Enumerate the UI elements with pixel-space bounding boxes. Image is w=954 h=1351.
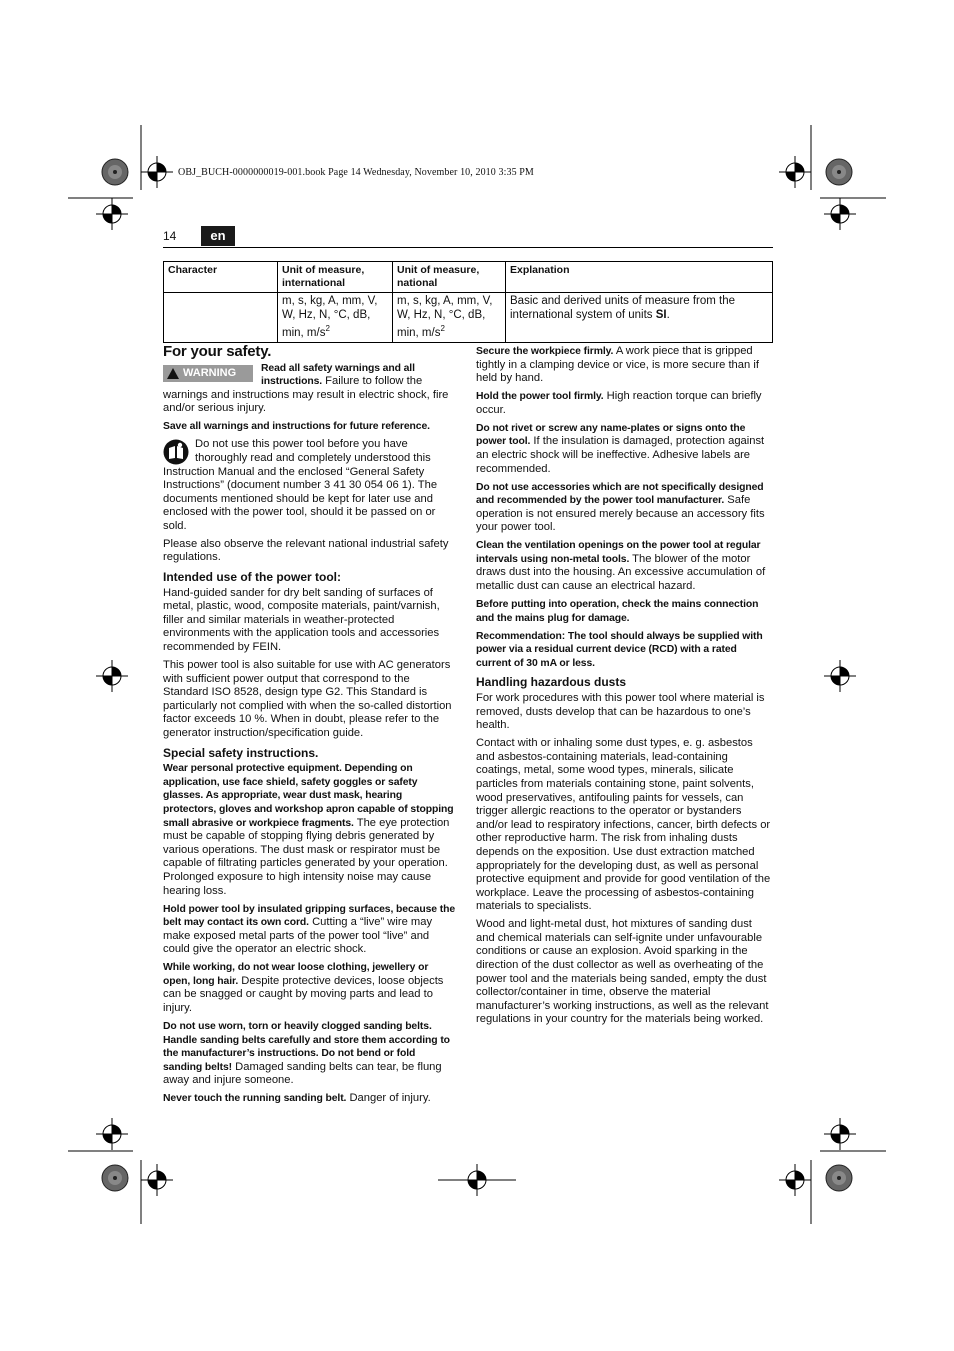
ppe-paragraph: Wear personal protective equipment. Depending on application, use face shield, safety goggles or safety glasses. As appropriate, wear dust mask, hearing protectors, gloves and workshop apron capable of stopping small abrasive or workpiece fragments. The eye protection must be capable of stopping flying debris generated by various operations. The dust mask or respirator must be capable of filtrating particles generated by your operation. Prolonged exposure to high intensity noise may cause hearing loss. [163,763,454,897]
hazardous-dust-heading: Handling hazardous dusts [476,675,627,690]
save-instructions: Save all warnings and instructions for future reference. [163,421,430,433]
header-national: Unit of measure, national [393,262,506,293]
registration-mark [779,1164,811,1196]
secure-paragraph: Secure the workpiece firmly. A work piece that is gripped tightly in a clamping device or vice, is more secure than if held by hand. [476,345,759,385]
table-row [164,293,773,343]
registration-mark [824,198,856,230]
header-explanation: Explanation [506,262,773,293]
registration-mark [824,1118,856,1150]
dust-p3: Wood and light-metal dust, hot mixtures of sanding dust and chemical materials can self-ignite under unfavourable conditions or cause an explosion. Avoid sparking in the direction of the dust collector as well as overheating of the power tool and the materials being sanded, empty the dust collector/container in time, observe the material manufacturer’s working instructions, as well as the relevant regulations in your country for the materials being worked. [476,918,769,1026]
ventilation-paragraph: Clean the ventilation openings on the power tool at regular intervals using non-metal tools. The blower of the motor draws dust into the housing. An excessive accumulation of metallic dust can cause an electrical hazard. [476,540,766,593]
manual-paragraph: Do not use this power tool before you have thoroughly read and completely understood this Instruction Manual and the enclosed “General Safety Instructions” (document number 3 41 30 054 06 1). The documents mentioned should be kept for later use and enclosed with the power tool, should it be passed on or sold. [163,438,438,532]
left-column [163,345,457,1110]
cell-national: m, s, kg, A, mm, V, W, Hz, N, °C, dB, min, $m/s^2$ [393,293,506,343]
right-column [476,345,773,1031]
warning-triangle-icon [167,368,179,379]
belts-paragraph: Do not use worn, torn or heavily clogged sanding belts. Handle sanding belts carefully and store them according to the manufacturer’s instructions. Do not bend or fold sanding belts! Damaged sanding belts can tear, be flung away and injure someone. [163,1021,450,1087]
registration-mark [141,1164,173,1196]
header-character: Character [164,262,278,293]
units-table [163,261,773,343]
cell-international: m, s, kg, A, mm, V, W, Hz, N, °C, dB, min, $m/s^2$ [278,293,393,343]
warning-badge: WARNING [163,365,253,382]
page-number: 14 [163,229,177,243]
read-manual-icon [163,439,189,465]
header-rule [163,247,773,248]
registration-mark [96,660,128,692]
intended-use-heading: Intended use of the power tool: [163,570,341,585]
clothing-paragraph: While working, do not wear loose clothing, jewellery or open, long hair. Despite protective devices, loose objects can be snagged or caught by moving parts and lead to injury. [163,962,444,1015]
rosette-mark [826,1165,852,1191]
dust-p2: Contact with or inhaling some dust types, e. g. asbestos and asbestos-containing materials, lead-containing coatings, metal, some wood types, minerals, silicate particles from materials containing stone, paint solvents, wood preservatives, antifouling paints for vessels, can trigger allergic reactions to the operator or bystanders and/or lead to respiratory infections, cancer, birth defects or other reproductive harm. The risk from inhaling dusts depends on the exposition. Use dust extraction matched appropriately for the developing dust, as well as personal protective equipment and provide for good ventilation of the workplace. Leave the processing of asbestos-containing materials to specialists. [476,737,771,913]
rosette-mark [102,1165,128,1191]
hold-tool-paragraph: Hold the power tool firmly. High reaction torque can briefly occur. [476,390,762,416]
registration-mark [779,156,811,188]
special-safety-heading: Special safety instructions. [163,745,319,760]
rcd-paragraph: Recommendation: The tool should always be supplied with power via a residual current device (RCD) with a rated current of 30 mA or less. [476,630,763,669]
rosette-mark [826,159,852,185]
rivet-paragraph: Do not rivet or screw any name-plates or signs onto the power tool. If the insulation is damaged, protection against an electric shock will be ineffective. Adhesive labels are recommended. [476,422,765,475]
dust-p1: For work procedures with this power tool where material is removed, dusts develop that can be hazardous to one’s health. [476,692,765,732]
national-regulations: Please also observe the relevant national industrial safety regulations. [163,537,449,564]
book-header: OBJ_BUCH-0000000019-001.book Page 14 Wednesday, November 10, 2010 3:35 PM [178,167,534,178]
cell-explanation: Basic and derived units of measure from the international system of units SI. [506,293,773,343]
registration-mark [96,1118,128,1150]
cell-character [164,293,278,343]
registration-mark [96,198,128,230]
warning-paragraph: WARNING Read all safety warnings and all instructions. Failure to follow the warnings and instructions may result in electric shock, fire and/or serious injury. [163,362,449,415]
section-title: For your safety. [163,343,272,360]
intended-use-p1: Hand-guided sander for dry belt sanding of surfaces of metal, plastic, wood, composite materials, paint/varnish, filler and similar materials in weather-protected environments with the application tools and accessories recommended by FEIN. [163,586,440,654]
table-header-row [164,262,773,293]
header-international: Unit of measure, international [278,262,393,293]
language-tab: en [201,226,235,246]
registration-mark [141,156,173,188]
mains-paragraph: Before putting into operation, check the mains connection and the mains plug for damage. [476,599,759,624]
touch-paragraph: Never touch the running sanding belt. Danger of injury. [163,1092,431,1105]
accessories-paragraph: Do not use accessories which are not specifically designed and recommended by the power tool manufacturer. Safe operation is not ensured merely because an accessory fits your power tool. [476,481,765,534]
rosette-mark [102,159,128,185]
registration-mark [824,660,856,692]
intended-use-p2: This power tool is also suitable for use with AC generators with sufficient power output that correspond to the Standard ISO 8528, design type G2. This Standard is particularly not complied with when the so-called distortion factor exceeds 10 %. When in doubt, please refer to the generator instruction/specification guide. [163,659,452,739]
hold-paragraph: Hold power tool by insulated gripping surfaces, because the belt may contact its own cord. Cutting a “live” wire may make exposed metal parts of the power tool “live” and could give the operator an electric shock. [163,903,456,956]
